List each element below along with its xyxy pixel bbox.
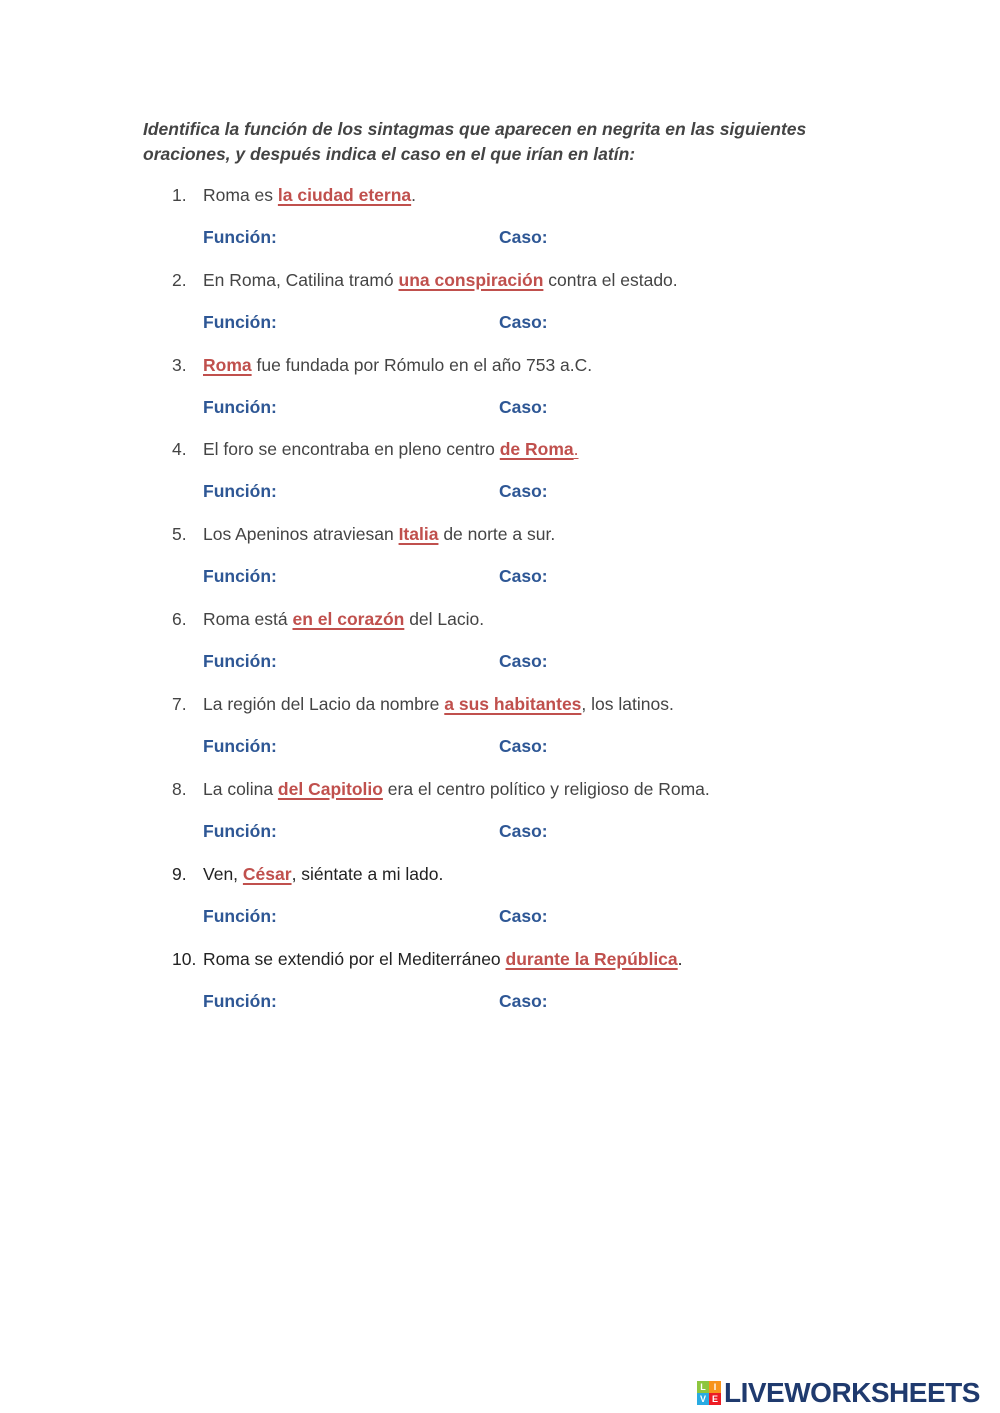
funcion-label[interactable]: Función: bbox=[203, 736, 277, 756]
caso-label[interactable]: Caso: bbox=[499, 906, 548, 926]
highlighted-phrase: la ciudad eterna bbox=[277, 185, 412, 205]
caso-label[interactable]: Caso: bbox=[499, 481, 548, 501]
exercise-item-8 bbox=[0, 776, 1000, 862]
sentence-after: , siéntate a mi lado. bbox=[291, 864, 444, 884]
sentence-after: . bbox=[411, 185, 417, 205]
item-number: 10. bbox=[172, 949, 197, 969]
funcion-label[interactable]: Función: bbox=[203, 906, 277, 926]
sentence-before: La región del Lacio da nombre bbox=[203, 694, 445, 714]
highlighted-phrase: de Roma bbox=[499, 439, 574, 459]
funcion-label[interactable]: Función: bbox=[203, 397, 277, 417]
liveworksheets-logo bbox=[697, 1378, 980, 1408]
exercise-item-5 bbox=[0, 521, 1000, 607]
item-number: 6. bbox=[172, 609, 187, 629]
item-number: 2. bbox=[172, 270, 187, 290]
funcion-label[interactable]: Función: bbox=[203, 651, 277, 671]
exercise-item-7 bbox=[0, 691, 1000, 777]
sentence-after: , los latinos. bbox=[581, 694, 674, 714]
sentence bbox=[172, 436, 579, 462]
caso-label[interactable]: Caso: bbox=[499, 651, 548, 671]
caso-label[interactable]: Caso: bbox=[499, 227, 548, 247]
exercise-item-4 bbox=[0, 436, 1000, 522]
item-number: 5. bbox=[172, 524, 187, 544]
sentence bbox=[172, 691, 674, 717]
sentence-after: fue fundada por Rómulo en el año 753 a.C. bbox=[251, 355, 593, 375]
funcion-label[interactable]: Función: bbox=[203, 821, 277, 841]
highlighted-phrase: del Capitolio bbox=[277, 779, 383, 799]
sentence bbox=[172, 352, 592, 378]
exercise-item-10 bbox=[0, 946, 1000, 1032]
item-number: 4. bbox=[172, 439, 187, 459]
sentence-after: era el centro político y religioso de Roma. bbox=[382, 779, 710, 799]
highlighted-phrase: Roma bbox=[203, 355, 252, 375]
exercise-item-9 bbox=[0, 861, 1000, 947]
sentence-after: . bbox=[573, 439, 579, 459]
highlighted-phrase: a sus habitantes bbox=[444, 694, 582, 714]
sentence-before: Roma está bbox=[203, 609, 293, 629]
sentence bbox=[172, 606, 484, 632]
logo-mark-tile: V bbox=[697, 1393, 709, 1405]
sentence bbox=[172, 861, 443, 887]
highlighted-phrase: Italia bbox=[398, 524, 439, 544]
logo-text: LIVEWORKSHEETS bbox=[724, 1377, 980, 1408]
logo-mark-tile: E bbox=[709, 1393, 721, 1405]
highlighted-phrase: una conspiración bbox=[398, 270, 544, 290]
funcion-label[interactable]: Función: bbox=[203, 991, 277, 1011]
sentence-after: contra el estado. bbox=[543, 270, 678, 290]
exercise-item-2 bbox=[0, 267, 1000, 353]
caso-label[interactable]: Caso: bbox=[499, 566, 548, 586]
exercise-item-1 bbox=[0, 182, 1000, 268]
logo-mark-tile: L bbox=[697, 1381, 709, 1393]
sentence-after: del Lacio. bbox=[404, 609, 485, 629]
caso-label[interactable]: Caso: bbox=[499, 397, 548, 417]
sentence-before: Roma se extendió por el Mediterráneo bbox=[203, 949, 506, 969]
caso-label[interactable]: Caso: bbox=[499, 736, 548, 756]
sentence-before: Ven, bbox=[203, 864, 243, 884]
funcion-label[interactable]: Función: bbox=[203, 566, 277, 586]
sentence-before: El foro se encontraba en pleno centro bbox=[203, 439, 500, 459]
highlighted-phrase: César bbox=[242, 864, 292, 884]
funcion-label[interactable]: Función: bbox=[203, 481, 277, 501]
exercise-item-6 bbox=[0, 606, 1000, 692]
item-number: 1. bbox=[172, 185, 187, 205]
item-number: 9. bbox=[172, 864, 187, 884]
highlighted-phrase: durante la República bbox=[505, 949, 678, 969]
item-number: 7. bbox=[172, 694, 187, 714]
caso-label[interactable]: Caso: bbox=[499, 991, 548, 1011]
sentence bbox=[172, 776, 710, 802]
sentence bbox=[172, 267, 678, 293]
funcion-label[interactable]: Función: bbox=[203, 227, 277, 247]
sentence-before: En Roma, Catilina tramó bbox=[203, 270, 399, 290]
sentence-before: Los Apeninos atraviesan bbox=[203, 524, 399, 544]
sentence bbox=[172, 182, 416, 208]
caso-label[interactable]: Caso: bbox=[499, 821, 548, 841]
logo-mark-tile: I bbox=[709, 1381, 721, 1393]
funcion-label[interactable]: Función: bbox=[203, 312, 277, 332]
instructions: Identifica la función de los sintagmas que aparecen en negrita en las siguientes oraciones, y después indica el caso en el que irían en latín: bbox=[143, 119, 807, 164]
sentence bbox=[172, 521, 555, 547]
highlighted-phrase: en el corazón bbox=[292, 609, 405, 629]
sentence-after: . bbox=[677, 949, 683, 969]
exercise-item-3 bbox=[0, 352, 1000, 438]
caso-label[interactable]: Caso: bbox=[499, 312, 548, 332]
sentence-before: La colina bbox=[203, 779, 278, 799]
item-number: 8. bbox=[172, 779, 187, 799]
item-number: 3. bbox=[172, 355, 187, 375]
sentence-after: de norte a sur. bbox=[438, 524, 556, 544]
sentence bbox=[172, 946, 683, 972]
liveworksheets-logo-icon bbox=[697, 1381, 721, 1405]
sentence-before: Roma es bbox=[203, 185, 278, 205]
